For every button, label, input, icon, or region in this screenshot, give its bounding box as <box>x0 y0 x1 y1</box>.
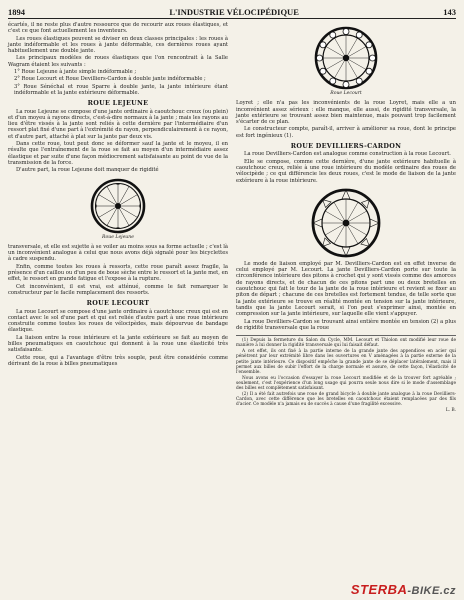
right-column <box>236 22 456 414</box>
paragraph: Les principaux modèles de roues élastiques que l'on rencontrait à la Salle Wagram étaient les suivants : <box>8 55 228 68</box>
footnote: (1) Depuis la fermeture du Salon du Cycle, MM. Lecourt et Thiolon ont modifié leur roue de manière à lui donner la rigidité transversale qui lui faisait défaut. <box>236 338 456 349</box>
watermark-logo <box>351 582 456 597</box>
left-column <box>8 22 228 368</box>
figure-caption: Roue Lecourt <box>330 91 362 96</box>
paragraph: Elle se compose, comme cette dernière, d'une jante extérieure habituelle à caoutchouc creux, reliée à une roue intérieure du modèle ordinaire des roues de vélocipède ; ce qui différencie les deux roues, c'est le mode de liaison de la jante extérieure à la roue intérieure. <box>236 158 456 184</box>
figure-caption: Roue Lejeune <box>102 234 134 240</box>
paragraph: Le constructeur compte, paraît-il, arriver à améliorer sa roue, dont le principe est fort ingénieux (1). <box>236 126 456 139</box>
paragraph: Cet inconvénient, il est vrai, est atténué, comme le fait remarquer le constructeur par le facile remplacement des ressorts. <box>8 283 228 296</box>
paragraph: La roue Devilliers-Cardon est analogue comme construction à la roue Lecourt. <box>244 151 451 158</box>
paragraph: Les roues élastiques peuvent se diviser en deux classes principales : les roues à jante indéformable et les roues à jante déformable, ces dernières roues ayant habituellement une double jante. <box>8 35 228 55</box>
footnote: Nous avons eu l'occasion d'essayer la roue Lecourt modifiée et de la trouver fort agréable ; seulement, c'est l'expérience d'un long usage qui pourra seule nous dire si le mode d'assemblage des billes est complètement satisfaisant. <box>236 375 456 391</box>
paragraph: Loyret ; elle n'a pas les inconvénients de la roue Loyret, mais elle a un inconvénient assez sérieux : elle manque, elle aussi, de rigidité transversale, la jante extérieure se trouvant assez bien maintenue, mais pouvant trop facilement s'écarter de ce plan. <box>236 100 456 126</box>
list-item: 2° Roue Lecourt et Roue Devilliers-Cardon à double jante indéformable ; <box>14 76 206 83</box>
page-header <box>8 6 456 19</box>
footnote: A cet effet, ils ont fixé à la partie interne de la grande jante des appendices en acier qui pénètrent par leur extrémité libre dans les ouvertures en V aménagées à la partie externe de la petite jante intérieure. Ce dispositif empêche la grande jante de se déplacer latéralement, mais il permet aux billes de subir l'effort de la charge normale et assure, de cette façon, l'élasticité de l'ensemble. <box>236 349 456 375</box>
paragraph: La roue Lecourt se compose d'une jante ordinaire à caoutchouc creux qui est en contact avec le sol d'une part et qui est reliée d'autre part à une roue intérieure construite comme toutes les roues de vélocipèdes, mais dépourvue de bandage élastique. <box>8 308 228 334</box>
list-item: 3° Roue Sénéchal et roue Sparre à double jante, la jante intérieure étant indéformable et la jante extérieure déformable. <box>14 83 228 96</box>
paragraph: Dans cette roue, tout peut donc se déformer sauf la jante et le moyeu, il en résulte que l'entraînement de la roue se fait au moyen d'un intermédiaire assez élastique et par suite d'une façon médiocrement satisfaisante au point de vue de la transmission de la force. <box>8 141 228 166</box>
paragraph: écartés, il ne reste plus d'autre ressource que de recourir aux roues élastiques, et c'est ce que font actuellement les inventeurs. <box>8 22 228 35</box>
wheel-illustration <box>90 178 146 234</box>
footnote: (2) Il a été fait autrefois une roue de grand bicycle à double jante analogue à la roue Devilliers-Cardon, avec cette différence que les bretelles en caoutchouc étaient remplacées par des fils d'acier. Ce modèle n'a jamais eu de succès à cause d'une fragilité excessive. <box>236 392 456 408</box>
paragraph: La roue Devilliers-Cardon se trouvant ainsi entière montée en tension (2) a plus de rigidité transversale que la roue <box>236 318 456 331</box>
paragraph: Cette roue, qui a l'avantage d'être très souple, peut être considérée comme dérivant de la roue à billes pneumatiques <box>8 354 228 367</box>
list-item: 1° Roue Lejeune à jante simple indéformable ; <box>14 69 137 76</box>
section-heading-lecourt: ROUE LECOURT <box>86 299 150 308</box>
paragraph: transversale, et elle est sujette à se voiler au moins sous sa forme actuelle ; c'est là un inconvénient analogue à celui que nous avons déjà signalé pour les bicyclettes à cadre suspendu. <box>8 243 228 263</box>
watermark-sub: -BIKE.cz <box>407 585 456 597</box>
figure-roue-lecourt <box>236 26 456 97</box>
footnotes <box>236 335 456 413</box>
figure-roue-devilliers-cardon <box>236 188 456 258</box>
paragraph: Enfin, comme toutes les roues à ressorts, cette roue paraît assez fragile, la présence d'un caillou ou d'un peu de boue sèche entre le ressort et la jante met, en effet, le ressort en grande fatigue et l'expose à la rupture. <box>8 263 228 283</box>
header-page-number: 143 <box>443 7 456 17</box>
paragraph: La liaison entre la roue intérieure et la jante extérieure se fait au moyen de billes pneumatiques en caoutchouc qui donnent à la roue une élasticité très satisfaisante. <box>8 334 228 354</box>
watermark-main: STERBA <box>350 582 408 597</box>
header-title: L'INDUSTRIE VÉLOCIPÉDIQUE <box>169 7 299 17</box>
footnote-signature: L. B. <box>445 408 456 414</box>
section-heading-devilliers-cardon: ROUE DEVILLIERS-CARDON <box>290 142 402 151</box>
figure-roue-lejeune <box>8 178 228 241</box>
header-year: 1894 <box>8 7 25 17</box>
paragraph: D'autre part, la roue Lejeune doit manquer de rigidité <box>16 167 159 174</box>
section-heading-lejeune: ROUE LEJEUNE <box>87 99 149 108</box>
paragraph: La roue Lejeune se compose d'une jante ordinaire à caoutchouc creux (ou plein) et d'un moyeu à rayons directs, c'est-à-dire normaux à la jante ; mais les rayons au lieu d'être vissés à la jante sont reliés à cette dernière par l'intermédiaire d'un ressort plat fixé d'une part à l'extrémité du rayon, perpendiculairement à ce rayon, et d'autre part, attaché à plat sur la jante par deux vis. <box>8 108 228 140</box>
paragraph: Le mode de liaison employé par M. Devilliers-Cardon est en effet inverse de celui employé par M. Lecourt. La jante Devilliers-Cardon porte sur toute la circonférence intérieure des pitons à crochet qui y sont vissés comme des amorces de rayons directs, et de chacun de ces pitons part une ou deux bretelles en caoutchouc qui fait le tour de la jante de la roue intérieure et revient se fixer au piton de départ ; chacune de ces bretelles est fortement tendue, de telle sorte que la jante extérieure se trouve en réalité montée en tension sur la jante intérieure, tandis que la jante Lecourt serait, si l'on peut s'exprimer ainsi, montée en compression sur la jante intérieure, sur laquelle elle vient s'appuyer. <box>236 260 456 318</box>
wheel-illustration <box>311 188 381 258</box>
wheel-illustration <box>314 26 378 90</box>
